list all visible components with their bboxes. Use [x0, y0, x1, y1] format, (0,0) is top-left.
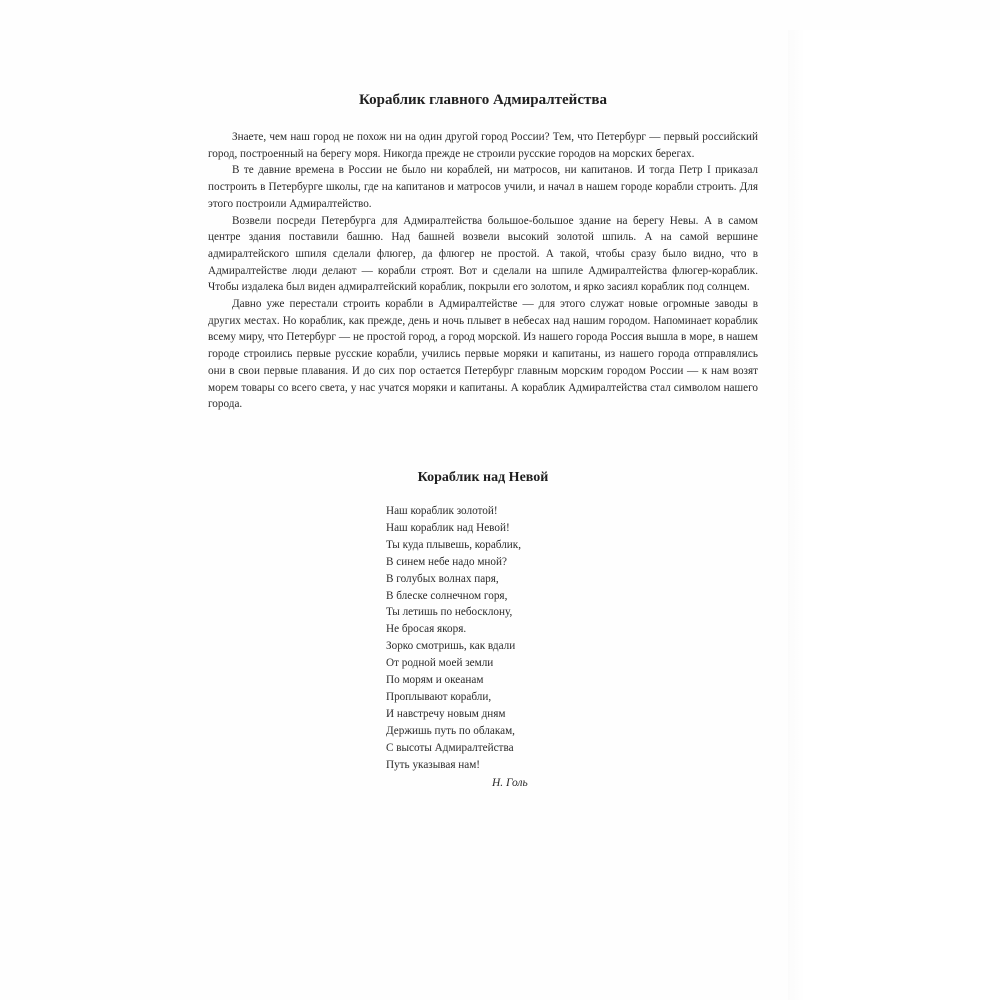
poem-line: В голубых волнах паря, [386, 572, 499, 585]
poem-line: В блеске солнечном горя, [386, 589, 508, 602]
poem-line: Ты летишь по небосклону, [386, 606, 513, 619]
article-paragraph: Давно уже перестали строить корабли в Адмиралтействе — для этого служат новые огромные заводы в других местах. Но кораблик, как прежде, день и ночь плывет в небесах над нашим городом. Напоминает кораблик всему миру, что Петербург — не простой город, а город морской. Из нашего города Россия вышла в море, в нашем городе строились первые русские корабли, учились первые моряки и капитаны, из нашего города отправлялись они в свои первые плавания. И до сих пор остается Петербург главным морским городом России — к нам возят морем товары со всего света, у нас учатся моряки и капитаны. А кораблик Адмиралтейства стал символом нашего города. [208, 298, 758, 411]
page-edge-shadow [788, 30, 1000, 1000]
poem-title: Кораблик над Невой [417, 470, 549, 485]
article-paragraph: Знаете, чем наш город не похож ни на один другой город России? Тем, что Петербург — первый российский город, построенный на берегу моря. Никогда прежде не строили русские городов на морских берегах. [208, 131, 758, 160]
poem-line: И навстречу новым дням [386, 707, 506, 720]
poem-line: Путь указывая нам! [386, 758, 481, 771]
poem-line: Наш кораблик над Невой! [386, 521, 510, 534]
poem-line: По морям и океанам [386, 674, 484, 687]
poem-line: В синем небе надо мной? [386, 555, 507, 568]
poem-line: Держишь путь по облакам, [386, 724, 515, 737]
poem-author: Н. Голь [492, 777, 528, 789]
article-paragraph: В те давние времена в России не было ни кораблей, ни матросов, ни капитанов. И тогда Петр I приказал построить в Петербурге школы, где на капитанов и матросов учили, и начал в нашем городе корабли строить. Для этого построили Адмиралтейство. [208, 164, 758, 210]
poem-line: От родной моей земли [386, 657, 494, 670]
poem-line: Проплывают корабли, [386, 690, 492, 703]
article-title: Кораблик главного Адмиралтейства [359, 92, 607, 108]
poem-line: Ты куда плывешь, кораблик, [386, 538, 522, 551]
article [208, 92, 758, 413]
poem-line: Наш кораблик золотой! [386, 505, 498, 517]
poem-line: С высоты Адмиралтейства [386, 741, 514, 754]
poem-line: Зорко смотришь, как вдали [386, 640, 516, 653]
poem [386, 503, 646, 774]
poem-line: Не бросая якоря. [386, 623, 467, 636]
article-paragraph: Возвели посреди Петербурга для Адмиралтейства большое-большое здание на берегу Невы. А в самом центре здания поставили башню. Над башней возвели высокий золотой шпиль. А на самой вершине адмиралтейского шпиля сделали флюгер, да флюгер не простой. А такой, чтобы сразу было видно, что в Адмиралтействе люди делают — корабли строят. Вот и сделали на шпиле Адмиралтейства флюгер-кораблик. Чтобы издалека был виден адмиралтейский кораблик, покрыли его золотом, и ярко засиял кораблик под солнцем. [208, 214, 758, 294]
